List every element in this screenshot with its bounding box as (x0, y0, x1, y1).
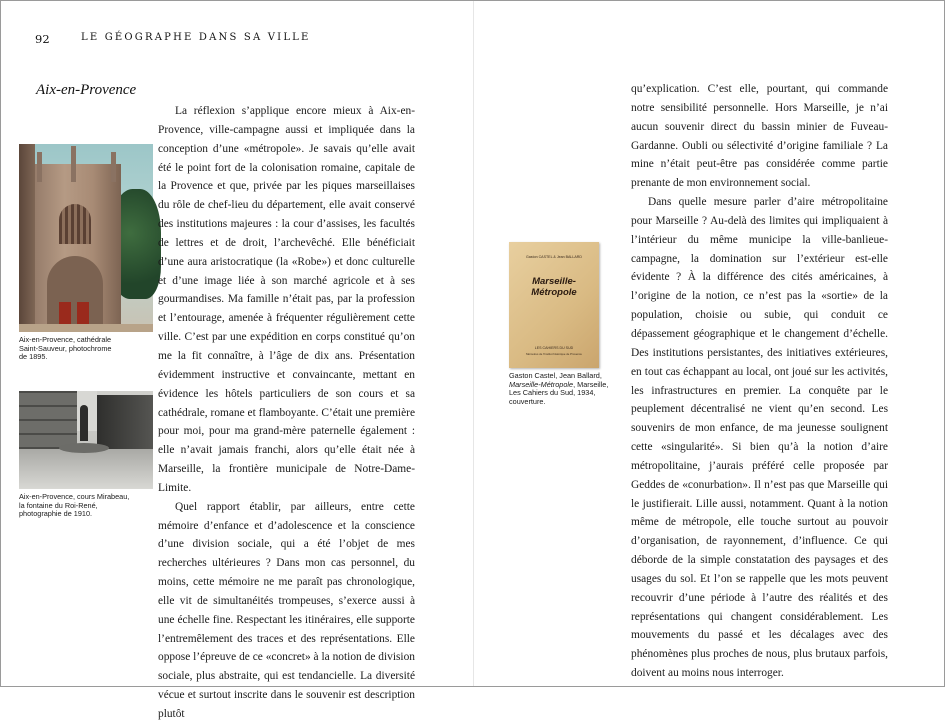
paragraph: Dans quelle mesure parler d’aire métropolitaine pour Marseille ? Au-delà des limites qui impliquaient à l’intérieur du même municipe la ville-banlieue-campagne, la domination sur l’extérieur est-elle évidente ? À la différence des cités américaines, à l’origine de la notion, ce n’est pas la «sortie» de la population, choisie ou subie, qui conduit ce dépassement géographique et le changement d’échelle. Des institutions persistantes, des initiatives extérieures, en tout cas échappant au local, ont joué sur les activités, les infrastructures en premier. La conquête par le peuplement décentralisé ne vient qu’en second. Les souvenirs de mon enfance, de ma jeunesse soulignent cette «singularité». Si bien qu’à la notion d’aire métropolitaine, j’aurais préféré celle proposée par Geddes de «conurbation». Il n’est pas que Marseille qui le justifierait. Lille aussi, notamment. Quant à la notion même de métropole, elle touche surtout au pouvoir d’organisation, de rayonnement, d’influence. Ce qui déborde de la simple constatation des paysages et des usages du sol. Et l’on se rappelle que les mots peuvent recouvrir d’une période à l’autre des réalités et des représentations qui changent considérablement. Les mouvements du passé et les décalages avec des phénomènes plus proches de nous, plus brutaux parfois, doivent au moins nous interroger. (631, 196, 888, 680)
cover-title: Marseille- Métropole (531, 276, 577, 298)
page-gutter (473, 1, 474, 686)
section-title: Aix-en-Provence (36, 82, 137, 98)
figure-caption-cathedral: Aix-en-Provence, cathédrale Saint-Sauveur, photochrome de 1895. (19, 335, 112, 362)
figure-caption-mirabeau: Aix-en-Provence, cours Mirabeau, la fontaine du Roi-René, photographie de 1910. (19, 492, 130, 519)
right-text-column (631, 80, 888, 683)
figure-caption-book: Gaston Castel, Jean Ballard, Marseille-Métropole, Marseille, Les Cahiers du Sud, 1934, couverture. (509, 371, 609, 406)
cover-authors: Gaston CASTEL & Jean BALLARD (526, 255, 582, 259)
left-text-column (158, 102, 415, 724)
paragraph-continuation: qu’explication. C’est elle, pourtant, qui commande notre sensibilité personnelle. Hors Marseille, je n’ai aucun souvenir direct du bassin minier de Fuveau-Gardanne. Oubli ou sélectivité d’origine familiale ? La mine n’était peut-être pas considérée comme partie prenante de mon environnement social. (631, 83, 888, 190)
paragraph: Quel rapport établir, par ailleurs, entre cette mémoire d’enfance et d’adolescence et la conscience d’une division sociale, qui a été l’objet de mes recherches ultérieures ? Dans mon cas personnel, du moins, cette mémoire ne me paraît pas chronologique, elle vit de simultanéités trompeuses, s’exerce aussi à une échelle fine. Respectant les itinéraires, elle supporte l’entremêlement des traces et des représentations. Elle oppose l’épreuve de ce «concret» à la notion de division sociale, plus abstraite, qui est tendancielle. La diversité vécue et surtout inscrite dans le souvenir est description plutôt (158, 500, 415, 720)
book-cover-icon (509, 242, 599, 368)
figure-book (509, 242, 619, 406)
running-title: LE GÉOGRAPHE DANS SA VILLE (81, 32, 311, 43)
cathedral-photo-icon (19, 144, 153, 332)
paragraph: La réflexion s’applique encore mieux à Aix-en-Provence, ville-campagne aussi et impliquée dans la conception d’une «métropole». Je savais qu’elle avait été le point fort de la colonisation romaine, capitale de la Provence et que, privée par les piques marseillaises du rôle de chef-lieu du département, elle avait conservé des institutions majeures : la cour d’assises, les facultés de lettres et de droit, l’archevêché. Elle bénéficiait d’une aura aristocratique (la «Robe») et donc culturelle et d’une image liée à son marché agricole et à ses gourmandises. Ma famille n’était pas, par la profession et l’entourage, amenée à fréquenter régulièrement cette ville. C’est par une expédition en corps constitué qu’on me la fit connaître, à l’âge de dix ans. Présentation évidemment instructive et convaincante, mettant en évidence les hôtels particuliers de son cours et sa cathédrale, romane et flamboyante. C’était une première pour moi, pour ma grand-mère paternelle également : elle n’avait jamais franchi, alors qu’elle était née à Marseille, la frontière municipale de Notre-Dame-Limite. (158, 105, 415, 494)
page-number: 92 (35, 32, 50, 46)
figure-cathedral (19, 144, 153, 362)
cover-publisher: LES CAHIERS DU SUD (534, 346, 574, 350)
figure-mirabeau (19, 391, 153, 519)
cover-publisher-sub: Mémoires de l’Institut historique de Provence (526, 352, 582, 356)
fountain-photo-icon (19, 391, 153, 489)
